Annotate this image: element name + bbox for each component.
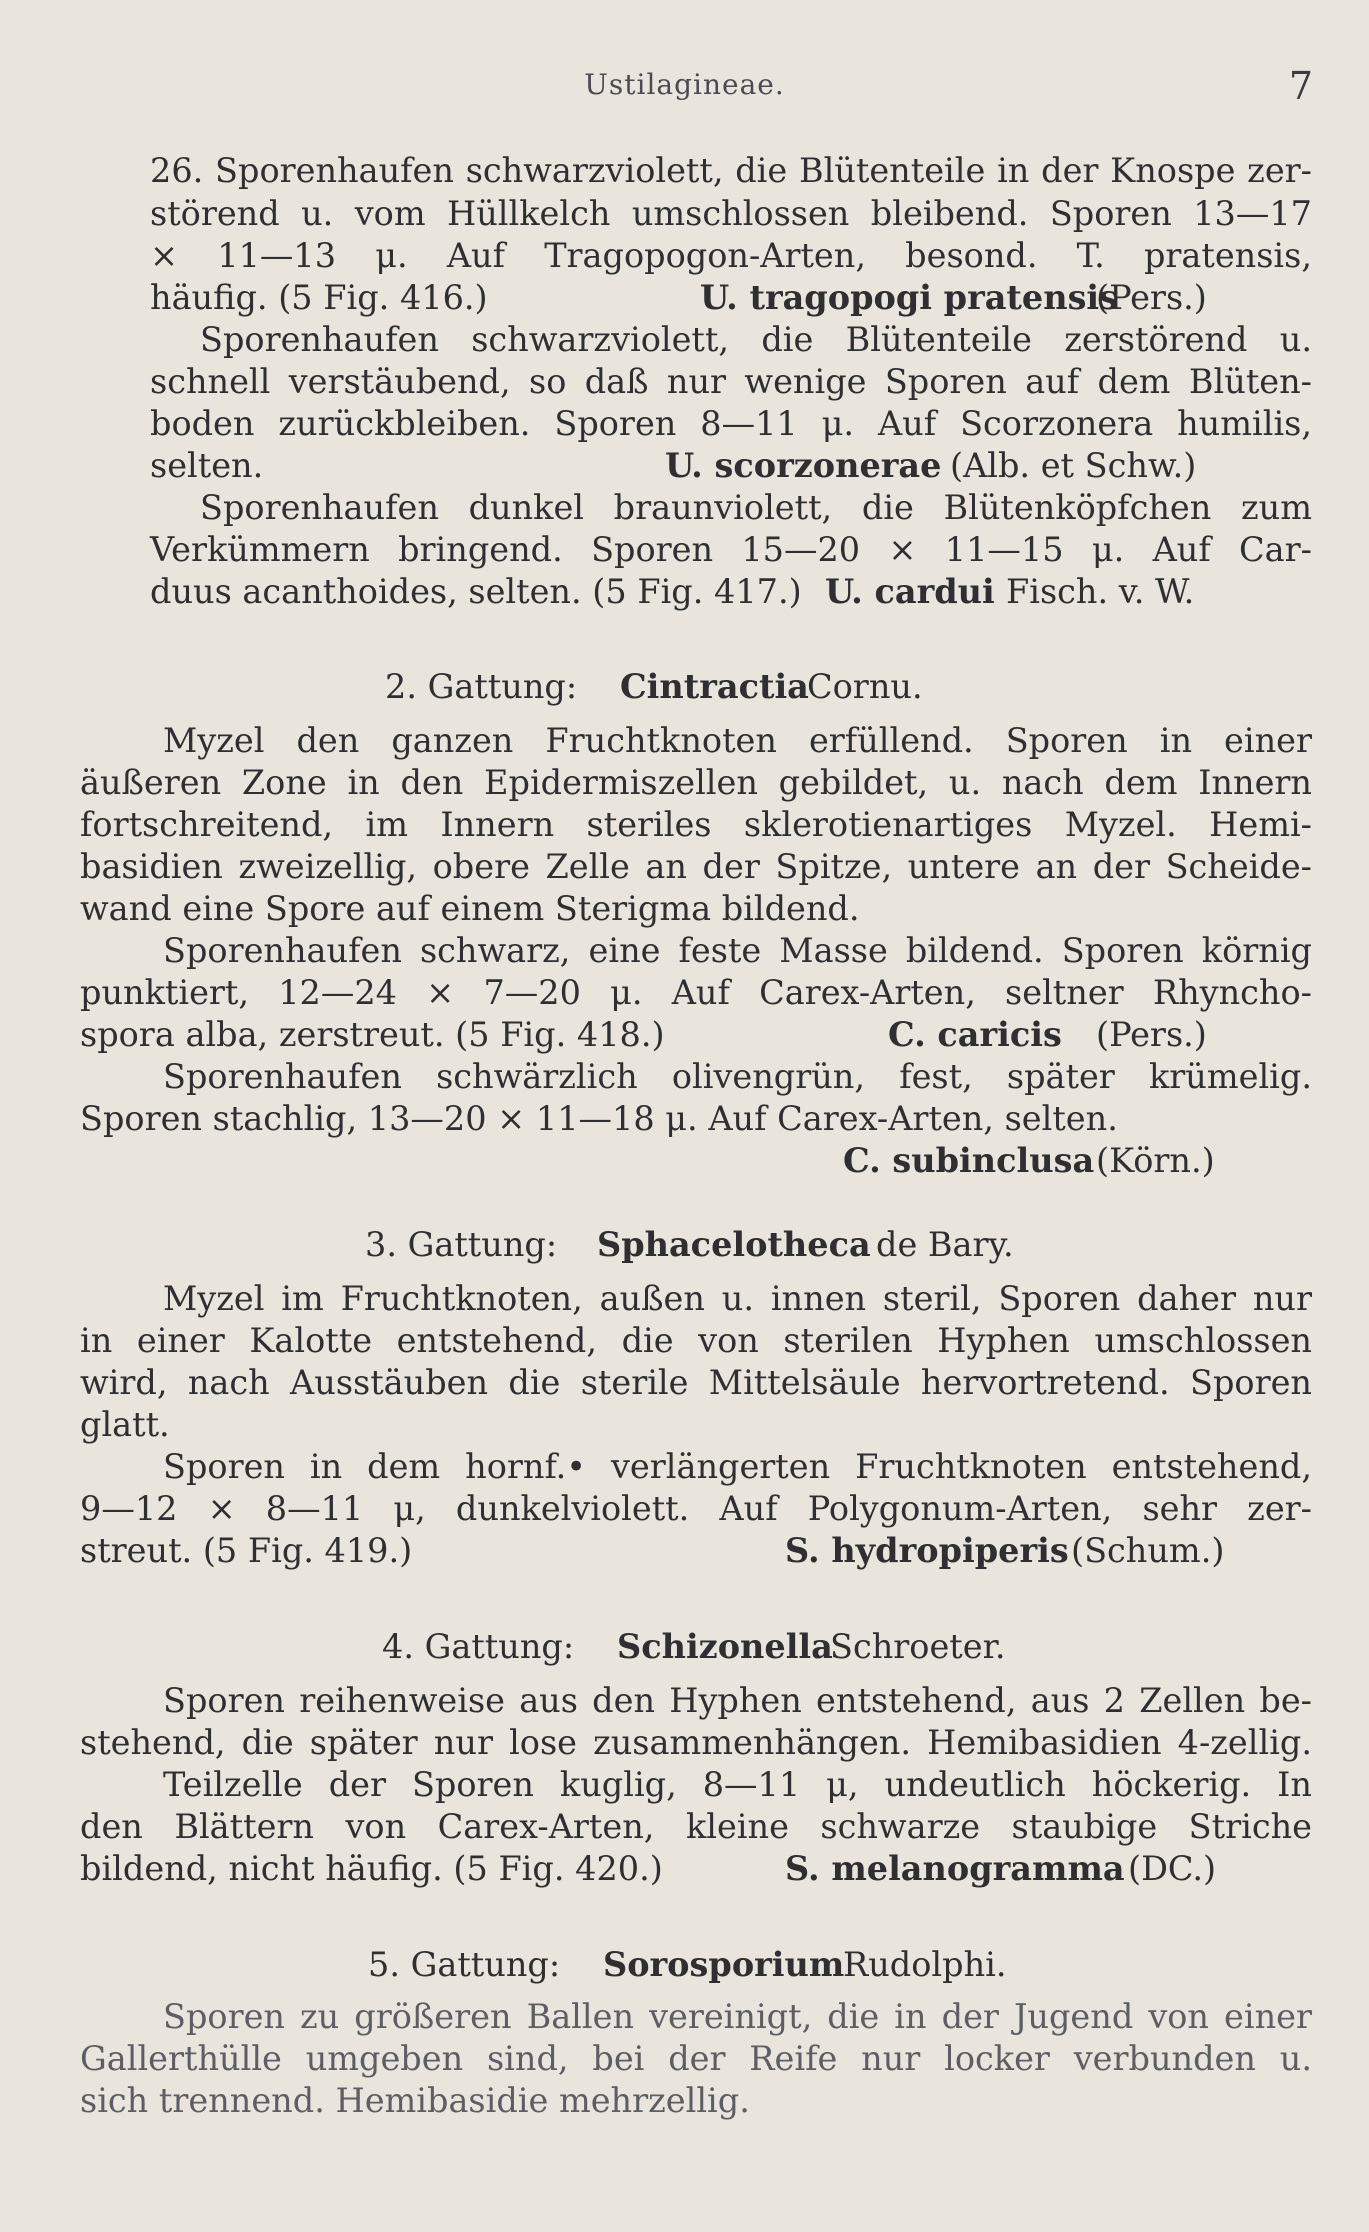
text-line (0, 846, 1369, 888)
text-segment: (Pers.) (1096, 1015, 1207, 1054)
species-name: S. melanogramma (785, 1849, 1125, 1888)
text-segment: äußeren Zone in den Epidermiszellen gebildet, u. nach dem Innern (80, 763, 1312, 802)
text-segment: (Schum.) (1071, 1531, 1225, 1570)
text-segment: stehend, die später nur lose zusammenhängen. Hemibasidien 4-zellig. (80, 1723, 1312, 1762)
text-segment: wird, nach Ausstäuben die sterile Mittelsäule hervortretend. Sporen (80, 1363, 1312, 1402)
text-segment: 3. Gattung: (365, 1225, 558, 1264)
text-segment: Fisch. v. W. (1006, 572, 1195, 611)
text-line (0, 1224, 1369, 1266)
species-name: C. subinclusa (843, 1141, 1095, 1180)
species-name: S. hydropiperis (785, 1531, 1069, 1570)
text-line (0, 1806, 1369, 1848)
text-segment: Gallerthülle umgeben sind, bei der Reife nur locker verbunden u. (80, 2039, 1312, 2078)
text-segment: 26. Sporenhaufen schwarzviolett, die Blütenteile in der Knospe zer- (150, 151, 1312, 190)
text-segment: Cornu. (807, 667, 923, 706)
text-segment: boden zurückbleiben. Sporen 8—11 μ. Auf Scorzonera humilis, (150, 404, 1312, 443)
text-segment: Schroeter. (830, 1627, 1006, 1666)
text-line (0, 1362, 1369, 1404)
text-segment: den Blättern von Carex-Arten, kleine schwarze staubige Striche (80, 1807, 1312, 1846)
text-line (0, 2038, 1369, 2080)
text-line (0, 888, 1369, 930)
text-line (0, 972, 1369, 1014)
text-line (0, 319, 1369, 361)
species-name: C. caricis (888, 1015, 1062, 1054)
text-line (0, 666, 1369, 708)
text-segment: Teilzelle der Sporen kuglig, 8—11 μ, undeutlich höckerig. In (163, 1765, 1312, 1804)
text-segment: Myzel im Fruchtknoten, außen u. innen steril, Sporen daher nur (163, 1279, 1312, 1318)
text-segment: in einer Kalotte entstehend, die von sterilen Hyphen umschlossen (80, 1321, 1312, 1360)
text-line (0, 403, 1369, 445)
species-name: U. cardui (825, 572, 995, 611)
text-segment: Sporenhaufen schwärzlich olivengrün, fest, später krümelig. (163, 1057, 1312, 1096)
text-line (0, 1404, 1369, 1446)
text-segment: 2. Gattung: (385, 667, 578, 706)
text-line (0, 2080, 1369, 2122)
text-line (0, 930, 1369, 972)
species-name: Sorosporium (603, 1945, 845, 1984)
text-line (0, 1722, 1369, 1764)
text-segment: bildend, nicht häufig. (5 Fig. 420.) (80, 1849, 663, 1888)
text-segment: × 11—13 μ. Auf Tragopogon-Arten, besond. T. pratensis, (150, 236, 1312, 275)
text-segment: duus acanthoides, selten. (5 Fig. 417.) (150, 572, 802, 611)
species-name: Cintractia (620, 667, 809, 706)
text-segment: Sporen reihenweise aus den Hyphen entstehend, aus 2 Zellen be- (163, 1681, 1312, 1720)
text-segment: punktiert, 12—24 × 7—20 μ. Auf Carex-Arten, seltner Rhyncho- (80, 973, 1312, 1012)
text-line (0, 1944, 1369, 1986)
text-line (0, 529, 1369, 571)
text-line (0, 1530, 1369, 1572)
text-segment: (Pers.) (1096, 278, 1207, 317)
text-segment: sich trennend. Hemibasidie mehrzellig. (80, 2081, 750, 2120)
text-line (0, 720, 1369, 762)
species-name: U. scorzonerae (665, 446, 942, 485)
text-line (0, 1098, 1369, 1140)
text-segment: Rudolphi. (843, 1945, 1007, 1984)
text-segment: 4. Gattung: (382, 1627, 575, 1666)
text-line (0, 1848, 1369, 1890)
text-segment: störend u. vom Hüllkelch umschlossen bleibend. Sporen 13—17 (150, 194, 1312, 233)
text-line (0, 1014, 1369, 1056)
text-line (0, 1626, 1369, 1668)
text-line (0, 361, 1369, 403)
text-segment: Sporen stachlig, 13—20 × 11—18 μ. Auf Carex-Arten, selten. (80, 1099, 1118, 1138)
text-segment: glatt. (80, 1405, 170, 1444)
text-segment: Sporen zu größeren Ballen vereinigt, die in der Jugend von einer (163, 1997, 1312, 2036)
text-line (0, 1278, 1369, 1320)
text-segment: 9—12 × 8—11 μ, dunkelviolett. Auf Polygonum-Arten, sehr zer- (80, 1489, 1312, 1528)
text-line (0, 1764, 1369, 1806)
text-segment: Sporenhaufen schwarz, eine feste Masse bildend. Sporen körnig (163, 931, 1312, 970)
text-line (0, 1680, 1369, 1722)
text-line (0, 1446, 1369, 1488)
text-segment: spora alba, zerstreut. (5 Fig. 418.) (80, 1015, 665, 1054)
text-segment: fortschreitend, im Innern steriles sklerotienartiges Myzel. Hemi- (80, 805, 1312, 844)
species-name: U. tragopogi pratensis (700, 278, 1119, 317)
text-line (0, 487, 1369, 529)
text-line (0, 804, 1369, 846)
text-segment: Sporen in dem hornf.• verlängerten Fruchtknoten entstehend, (163, 1447, 1312, 1486)
text-line (0, 277, 1369, 319)
text-segment: schnell verstäubend, so daß nur wenige Sporen auf dem Blüten- (150, 362, 1312, 401)
text-segment: selten. (150, 446, 264, 485)
text-segment: wand eine Spore auf einem Sterigma bildend. (80, 889, 860, 928)
text-line (0, 193, 1369, 235)
text-line (0, 235, 1369, 277)
species-name: Sphacelotheca (597, 1225, 871, 1264)
text-segment: (Alb. et Schw.) (950, 446, 1197, 485)
text-line (0, 445, 1369, 487)
text-segment: Verkümmern bringend. Sporen 15—20 × 11—15 μ. Auf Car- (150, 530, 1312, 569)
text-segment: häufig. (5 Fig. 416.) (150, 278, 488, 317)
text-line (0, 762, 1369, 804)
text-segment: (Körn.) (1096, 1141, 1215, 1180)
text-segment: Sporenhaufen schwarzviolett, die Blütenteile zerstörend u. (200, 320, 1312, 359)
text-line (0, 571, 1369, 613)
text-segment: streut. (5 Fig. 419.) (80, 1531, 413, 1570)
species-name: Schizonella (617, 1627, 833, 1666)
text-line (0, 1056, 1369, 1098)
text-segment: Myzel den ganzen Fruchtknoten erfüllend. Sporen in einer (163, 721, 1312, 760)
text-segment: Sporenhaufen dunkel braunviolett, die Blütenköpfchen zum (200, 488, 1312, 527)
text-segment: de Bary. (876, 1225, 1014, 1264)
text-line (0, 1488, 1369, 1530)
text-line (0, 1140, 1369, 1182)
page-number: 7 (1288, 64, 1313, 108)
text-line (0, 1320, 1369, 1362)
text-segment: basidien zweizellig, obere Zelle an der Spitze, untere an der Scheide- (80, 847, 1312, 886)
text-line (0, 1996, 1369, 2038)
text-segment: 5. Gattung: (368, 1945, 561, 1984)
running-title: Ustilagineae. (584, 68, 785, 101)
text-line (0, 150, 1369, 192)
text-segment: (DC.) (1128, 1849, 1217, 1888)
